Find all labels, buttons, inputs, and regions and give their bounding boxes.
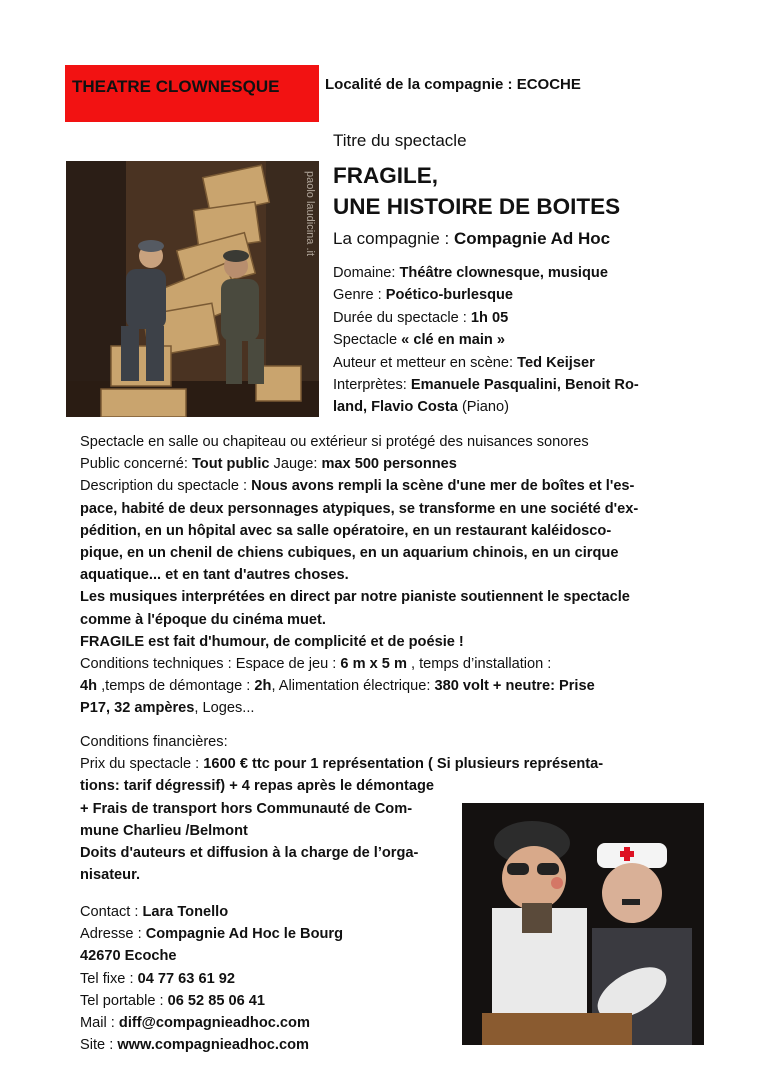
- address-label: Adresse :: [80, 926, 146, 943]
- domaine-label: Domaine:: [333, 265, 400, 281]
- jauge-label: Jauge:: [269, 456, 322, 473]
- site-link[interactable]: www.compagnieadhoc.com: [117, 1037, 309, 1054]
- company-label: La compagnie :: [333, 229, 454, 248]
- show-info-block: [333, 262, 693, 419]
- jauge-value: max 500 personnes: [321, 456, 457, 473]
- tech-loges: , Loges...: [194, 700, 255, 717]
- site-label: Site :: [80, 1037, 118, 1054]
- duree-value: 1h 05: [470, 309, 509, 326]
- boxes-scene-illustration: [66, 161, 319, 417]
- contact-person: [80, 901, 343, 923]
- venue-line: Spectacle en salle ou chapiteau ou extérieur si protégé des nuisances sonores: [80, 434, 589, 450]
- clowns-scene-illustration: [462, 803, 704, 1045]
- mail-link[interactable]: diff@compagnieadhoc.com: [118, 1015, 310, 1032]
- price-detail-1: ttc pour 1 représentation ( Si plusieurs représenta-: [247, 756, 604, 773]
- description-line-4: pique, en un chenil de chiens cubiques, en un aquarium chinois, en un cirque: [80, 545, 619, 562]
- show-title-label: Titre du spectacle: [333, 131, 467, 150]
- theatre-category-banner: [65, 65, 319, 122]
- company-line: [333, 229, 610, 249]
- locality-label: Localité de la compagnie :: [325, 76, 517, 93]
- contact-value: Lara Tonello: [142, 904, 229, 920]
- rights-line-2: nisateur.: [80, 867, 141, 884]
- mobile-label: Tel portable :: [80, 992, 168, 1009]
- address-value: Compagnie Ad Hoc le Bourg: [145, 926, 343, 943]
- spectacle-label: Spectacle: [333, 332, 402, 349]
- description-label: Description du spectacle :: [80, 478, 252, 495]
- interpretes-value-2: land, Flavio Costa: [333, 399, 458, 416]
- locality-value: ECOCHE: [516, 76, 581, 93]
- show-title-line1: FRAGILE,: [333, 163, 438, 188]
- company-locality: [325, 76, 581, 93]
- domaine-value: Théâtre clownesque, musique: [399, 265, 608, 281]
- show-description-block: [80, 431, 700, 720]
- tech-demont-label: ,temps de démontage :: [97, 678, 255, 695]
- info-interpretes-cont: [333, 396, 693, 418]
- technical-line-1: [80, 653, 700, 675]
- info-auteur: [333, 352, 693, 374]
- tech-alim-value-1: 380 volt + neutre: Prise: [434, 678, 595, 695]
- price-value: 1600 €: [203, 756, 248, 773]
- show-title-line2: UNE HISTOIRE DE BOITES: [333, 194, 621, 219]
- contact-label: Contact :: [80, 904, 143, 920]
- tech-alim-value-2: P17, 32 ampères: [80, 700, 195, 717]
- description-line-3: pédition, en un hôpital avec sa salle opératoire, en un restaurant kaléidosco-: [80, 522, 612, 539]
- contact-phone: [80, 968, 343, 990]
- phone-value: 04 77 63 61 92: [137, 970, 235, 987]
- auteur-value: Ted Keijser: [517, 354, 595, 371]
- show-photo-clowns: [462, 803, 704, 1045]
- info-genre: [333, 284, 693, 306]
- price-label: Prix du spectacle :: [80, 756, 204, 773]
- info-duree: [333, 307, 693, 329]
- contact-address: [80, 923, 343, 945]
- photo-watermark: paolo laudicina .it: [304, 171, 316, 257]
- public-label: Public concerné:: [80, 456, 192, 473]
- auteur-label: Auteur et metteur en scène:: [333, 354, 518, 371]
- technical-line-3: [80, 697, 700, 719]
- rights-line-1: Doits d'auteurs et diffusion à la charge de l’orga-: [80, 845, 419, 862]
- tech-install-value: 4h: [80, 678, 98, 695]
- technical-line-2: [80, 675, 700, 697]
- info-interpretes: [333, 374, 693, 396]
- show-title: [333, 160, 733, 222]
- public-value: Tout public: [191, 456, 270, 473]
- genre-value: Poético-burlesque: [385, 287, 514, 304]
- interpretes-label: Interprètes:: [333, 377, 411, 394]
- music-line-2: comme à l'époque du cinéma muet.: [80, 611, 326, 628]
- description-line-1: [80, 475, 700, 497]
- contact-block: [80, 901, 343, 1056]
- tech-demont-value: 2h: [254, 678, 272, 695]
- phone-label: Tel fixe :: [80, 970, 138, 987]
- description-text-1: Nous avons rempli la scène d'une mer de boîtes et l'es-: [251, 478, 635, 495]
- info-spectacle: [333, 329, 693, 351]
- contact-site: [80, 1034, 343, 1056]
- description-line-2: pace, habité de deux personnages atypiques, se transforme en une société d'ex-: [80, 500, 639, 517]
- public-line: [80, 453, 700, 475]
- spectacle-value: « clé en main »: [401, 332, 505, 349]
- contact-mail: [80, 1012, 343, 1034]
- interpretes-note: (Piano): [457, 399, 509, 416]
- show-photo-boxes: [66, 161, 319, 417]
- music-line-1: Les musiques interprétées en direct par notre pianiste soutiennent le spectacle: [80, 589, 630, 606]
- contact-postcode: 42670 Ecoche: [80, 948, 177, 965]
- fragile-line: FRAGILE est fait d'humour, de complicité et de poésie !: [80, 633, 464, 650]
- company-name: Compagnie Ad Hoc: [453, 229, 611, 248]
- interpretes-value-1: Emanuele Pasqualini, Benoit Ro-: [410, 377, 639, 394]
- description-line-5: aquatique... et en tant d'autres choses.: [80, 567, 349, 584]
- info-domaine: [333, 262, 693, 284]
- genre-label: Genre :: [333, 287, 386, 304]
- finance-label: Conditions financières:: [80, 734, 228, 750]
- tech-espace: 6 m x 5 m: [340, 656, 407, 673]
- contact-mobile: [80, 990, 343, 1012]
- price-line-2: tions: tarif dégressif) + 4 repas après le démontage: [80, 778, 435, 795]
- tech-install-label: , temps d’installation :: [406, 656, 552, 673]
- transport-line-1: + Frais de transport hors Communauté de Com-: [80, 800, 413, 817]
- transport-line-2: mune Charlieu /Belmont: [80, 822, 248, 839]
- price-line-1: [80, 753, 680, 775]
- tech-alim-label: , Alimentation électrique:: [271, 678, 435, 695]
- duree-label: Durée du spectacle :: [333, 309, 471, 326]
- tech-label: Conditions techniques : Espace de jeu :: [80, 656, 341, 673]
- banner-text: THEATRE CLOWNESQUE: [72, 77, 280, 96]
- mobile-value: 06 52 85 06 41: [167, 992, 266, 1009]
- mail-label: Mail :: [80, 1015, 119, 1032]
